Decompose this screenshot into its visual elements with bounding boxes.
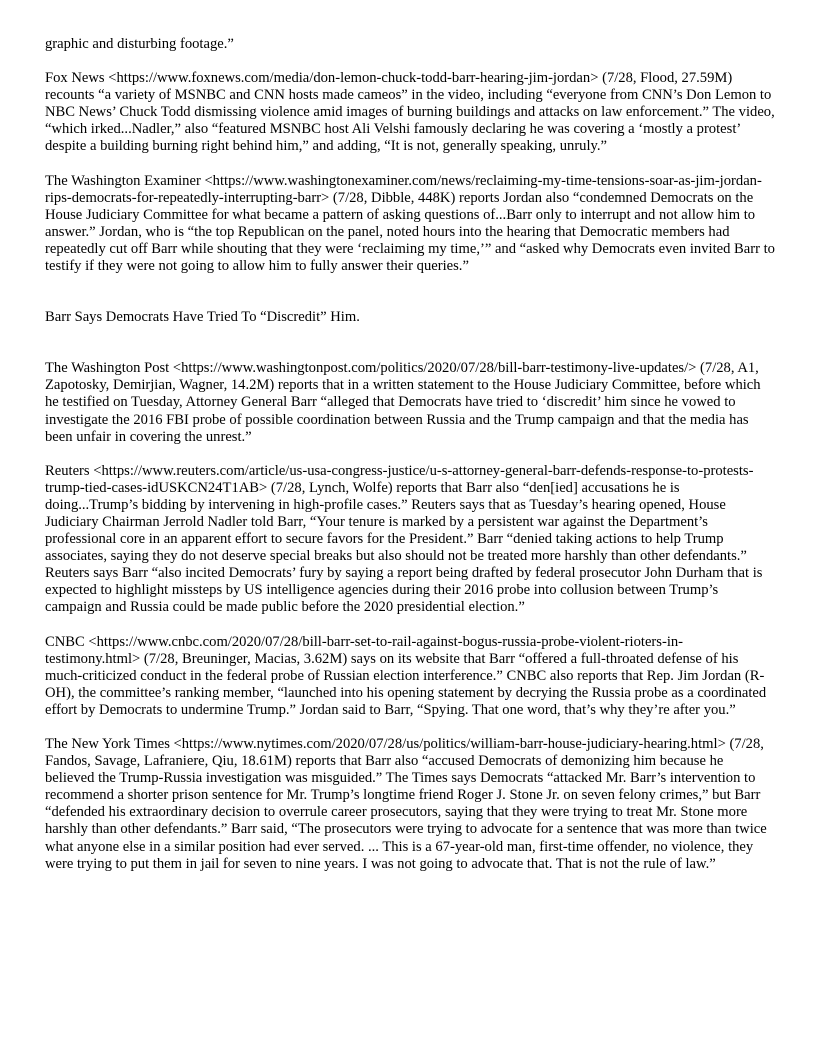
paragraph-reuters: Reuters <https://www.reuters.com/article/us-usa-congress-justice/u-s-attorney-general-barr-defends-response-to-protests-trump-tied-cases-idUSKCN24T1AB> (7/28, Lynch, Wolfe) reports that Barr also “den[ied] accusations he is doing...Trump’s bidding by intervening in high-profile cases.” Reuters says that as Tuesday’s hearing opened, House Judiciary Chairman Jerrold Nadler told Barr, “Your tenure is marked by a persistent war against the Department’s professional core in an apparent effort to secure favors for the President.” Barr “denied taking actions to help Trump associates, saying they do not deserve special breaks but also should not be treated more harshly than other defendants.” Reuters says Barr “also incited Democrats’ fury by saying a report being drafted by federal prosecutor John Durham that is expected to highlight missteps by US intelligence agencies during their 2016 probe into collusion between Trump’s campaign and Russia could be made public before the 2020 presidential election.” <box>45 462 763 616</box>
paragraph-continuation: graphic and disturbing footage.” <box>45 36 234 52</box>
paragraph-fox-news: Fox News <https://www.foxnews.com/media/don-lemon-chuck-todd-barr-hearing-jim-jordan> (7/28, Flood, 27.59M) recounts “a variety of MSNBC and CNN hosts made cameos” in the video, including “everyone from CNN’s Don Lemon to NBC News’ Chuck Todd dismissing violence amid images of burning buildings and attacks on law enforcement.” The video, “which irked...Nadler,” also “featured MSNBC host Ali Velshi famously declaring he was covering a ‘mostly a protest’ despite a building burning right behind him,” and adding, “It is not, generally speaking, unruly.” <box>45 70 775 155</box>
paragraph-new-york-times: The New York Times <https://www.nytimes.com/2020/07/28/us/politics/william-barr-house-judiciary-hearing.html> (7/28, Fandos, Savage, Lafraniere, Qiu, 18.61M) reports that Barr also “accused Democrats of demonizing him because he believed the Trump-Russia investigation was misguided.” The Times says Democrats “attacked Mr. Barr’s intervention to recommend a shorter prison sentence for Mr. Trump’s longtime friend Roger J. Stone Jr. on seven felony crimes,” but Barr “defended his extraordinary decision to overrule career prosecutors, saying that they were trying to treat Mr. Stone more harshly than other defendants.” Barr said, “The prosecutors were trying to advocate for a sentence that was more than twice what anyone else in a similar position had ever served. ... This is a 67-year-old man, first-time offender, no violence, they were trying to put them in jail for seven to nine years. I was not going to advocate that. That is not the rule of law.” <box>45 736 767 872</box>
section-heading: Barr Says Democrats Have Tried To “Discredit” Him. <box>45 309 360 326</box>
paragraph-washington-examiner: The Washington Examiner <https://www.washingtonexaminer.com/news/reclaiming-my-time-tensions-soar-as-jim-jordan-rips-democrats-for-repeatedly-interrupting-barr> (7/28, Dibble, 448K) reports Jordan also “condemned Democrats on the House Judiciary Committee for what became a pattern of asking questions of...Barr only to interrupt and not allow him to answer.” Jordan, who is “the top Republican on the panel, noted hours into the hearing that Democratic members had repeatedly cut off Barr while shouting that they were ‘reclaiming my time,’” and “asked why Democrats even invited Barr to testify if they were not going to allow him to fully answer their queries.” <box>45 172 775 275</box>
document-page <box>45 36 775 873</box>
paragraph-cnbc: CNBC <https://www.cnbc.com/2020/07/28/bill-barr-set-to-rail-against-bogus-russia-probe-violent-rioters-in-testimony.html> (7/28, Breuninger, Macias, 3.62M) says on its website that Barr “offered a full-throated defense of his much-criticized conduct in the federal probe of Russian election interference.” CNBC also reports that Rep. Jim Jordan (R-OH), the committee’s ranking member, “launched into his opening statement by decrying the Russia probe as a coordinated effort by Democrats to undermine Trump.” Jordan said to Barr, “Spying. That one word, that’s why they’re after you.” <box>45 633 767 718</box>
paragraph-washington-post: The Washington Post <https://www.washingtonpost.com/politics/2020/07/28/bill-barr-testimony-live-updates/> (7/28, A1, Zapotosky, Demirjian, Wagner, 14.2M) reports that in a written statement to the House Judiciary Committee, before which he testified on Tuesday, Attorney General Barr “alleged that Democrats have tried to ‘discredit’ him since he vowed to investigate the 2016 FBI probe of possible coordination between Russia and the Trump campaign and that the media has been unfair in covering the unrest.” <box>45 360 761 445</box>
